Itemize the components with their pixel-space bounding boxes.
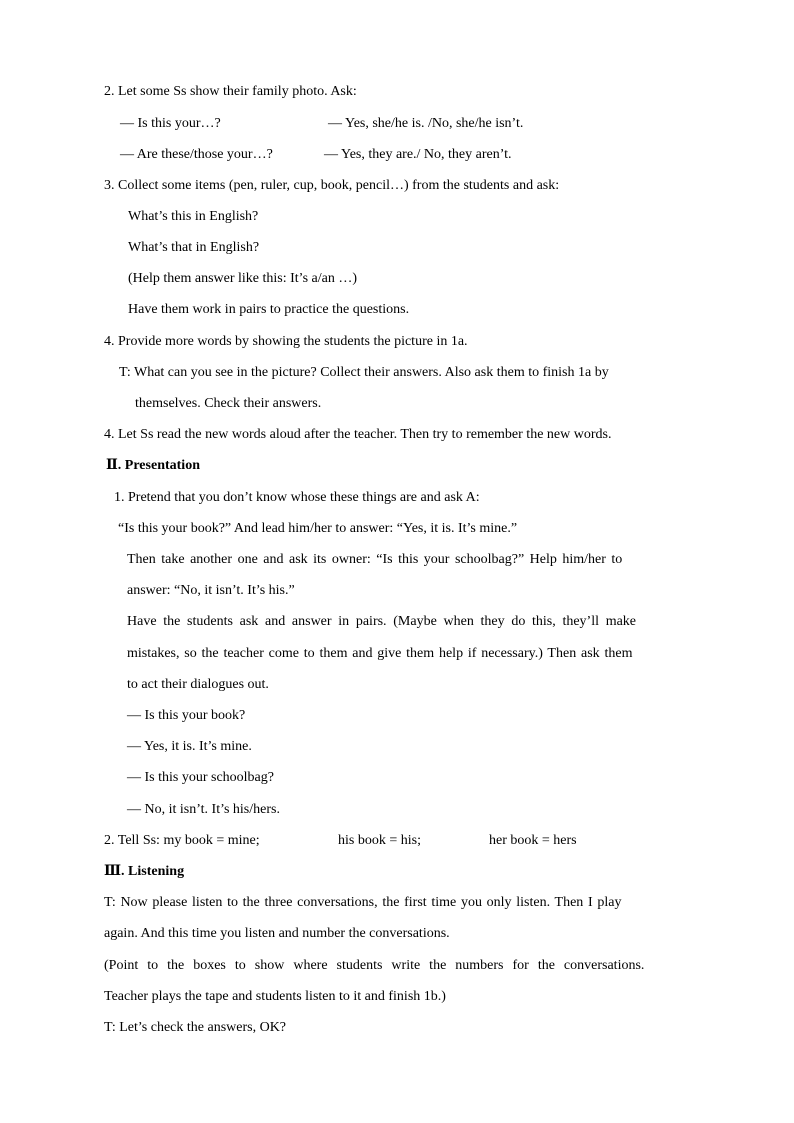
- teacher-line: [119, 364, 689, 382]
- dialogue-answer: — Yes, she/he is. /No, she/he isn’t.: [328, 116, 524, 131]
- listening-line: again. And this time you listen and number the conversations.: [104, 926, 450, 941]
- step-4-read-words: 4. Let Ss read the new words aloud after the teacher. Then try to remember the new words.: [104, 427, 612, 442]
- section-heading-presentation: Ⅱ. Presentation: [106, 458, 200, 473]
- possessive-rule: 2. Tell Ss: my book = mine;: [104, 833, 260, 848]
- step-4-provide-words: 4. Provide more words by showing the students the picture in 1a.: [104, 334, 468, 349]
- presentation-line: Have the students ask and answer in pairs. (Maybe when they do this, they’ll make: [127, 614, 637, 629]
- listening-line: T: Let’s check the answers, OK?: [104, 1020, 287, 1035]
- hint-line: (Help them answer like this: It’s a/an …): [128, 271, 357, 286]
- presentation-line: mistakes, so the teacher come to them and give them help if necessary.) Then ask them: [127, 646, 633, 661]
- listening-line: (Point to the boxes to show where students write the numbers for the conversations.: [104, 958, 645, 973]
- dialogue-line: — Is this your schoolbag?: [127, 770, 274, 785]
- dialogue-question: — Are these/those your…?: [120, 147, 273, 162]
- presentation-line: answer: “No, it isn’t. It’s his.”: [127, 583, 295, 598]
- section-heading-listening: Ⅲ. Listening: [104, 864, 185, 879]
- presentation-dialogue: “Is this your book?” And lead him/her to answer: “Yes, it is. It’s mine.”: [118, 521, 518, 536]
- teacher-line-cont: themselves. Check their answers.: [135, 396, 322, 411]
- question-line: What’s this in English?: [128, 209, 259, 224]
- step-3-collect-items: 3. Collect some items (pen, ruler, cup, book, pencil…) from the students and ask:: [104, 178, 560, 193]
- dialogue-line: — Is this your book?: [127, 708, 246, 723]
- step-2-family-photo: 2. Let some Ss show their family photo. Ask:: [104, 84, 357, 99]
- teacher-line-text: T: What can you see in the picture? Collect their answers. Also ask them to finish 1a by: [119, 365, 609, 380]
- listening-line: Teacher plays the tape and students listen to it and finish 1b.): [104, 989, 446, 1004]
- possessive-rule: his book = his;: [338, 833, 421, 848]
- dialogue-question: — Is this your…?: [120, 116, 221, 131]
- dialogue-line: — No, it isn’t. It’s his/hers.: [127, 802, 280, 817]
- presentation-step-1: 1. Pretend that you don’t know whose these things are and ask A:: [114, 490, 480, 505]
- instruction-line: Have them work in pairs to practice the questions.: [128, 302, 410, 317]
- listening-line: T: Now please listen to the three conversations, the first time you only listen. Then I play: [104, 895, 622, 910]
- presentation-line: to act their dialogues out.: [127, 677, 269, 692]
- question-line: What’s that in English?: [128, 240, 260, 255]
- presentation-line: Then take another one and ask its owner: “Is this your schoolbag?” Help him/her to: [127, 552, 623, 567]
- dialogue-answer: — Yes, they are./ No, they aren’t.: [324, 147, 512, 162]
- dialogue-line: — Yes, it is. It’s mine.: [127, 739, 252, 754]
- possessive-rule: her book = hers: [489, 833, 577, 848]
